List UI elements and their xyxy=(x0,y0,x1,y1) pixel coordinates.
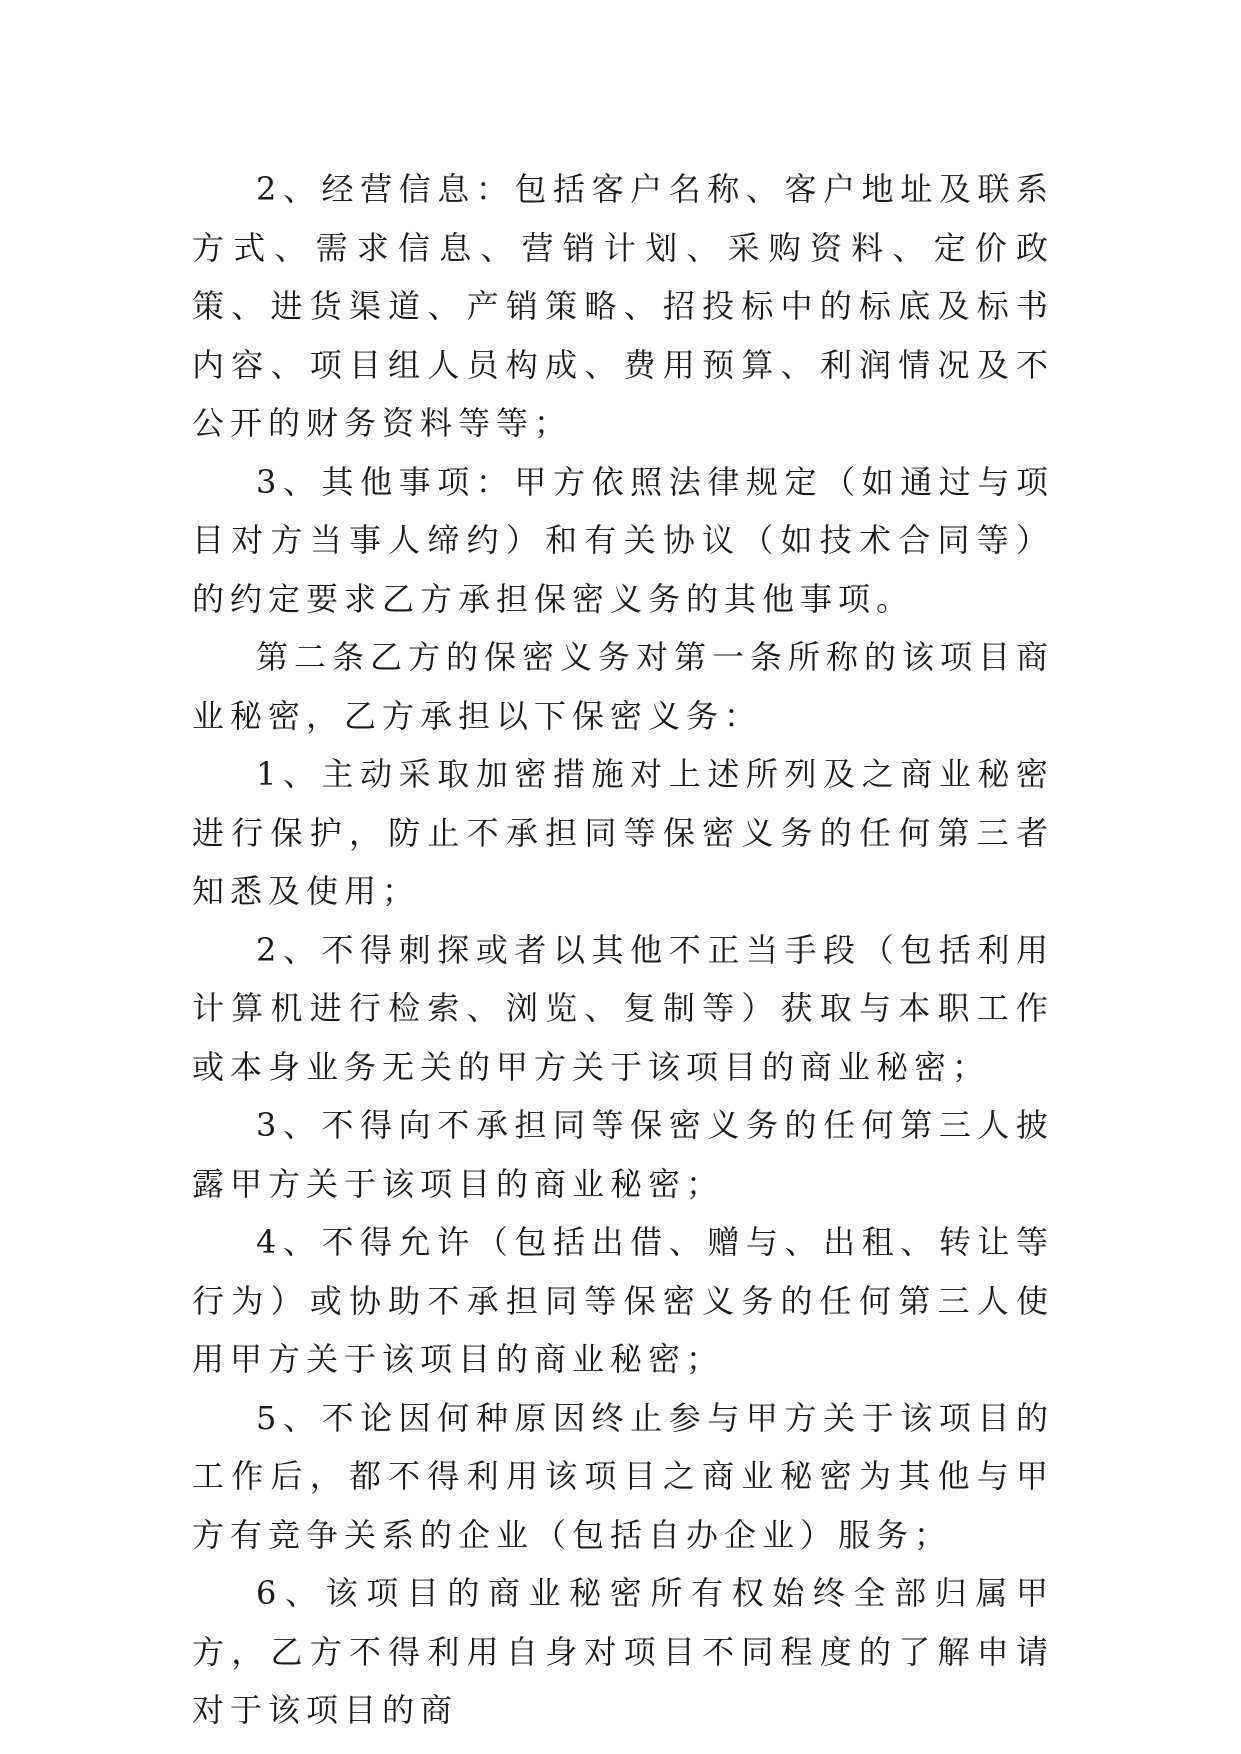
paragraph-obligation-6: 6、该项目的商业秘密所有权始终全部归属甲方，乙方不得利用自身对项目不同程度的了解申请对于该项目的商 xyxy=(192,1574,1054,1729)
paragraph-other-matters: 3、其他事项：甲方依照法律规定（如通过与项目对方当事人缔约）和有关协议（如技术合同等）的约定要求乙方承担保密义务的其他事项。 xyxy=(192,462,1054,618)
paragraph-operating-info: 2、经营信息：包括客户名称、客户地址及联系方式、需求信息、营销计划、采购资料、定价政策、进货渠道、产销策略、招投标中的标底及标书内容、项目组人员构成、费用预算、利润情况及不公开的财务资料等等； xyxy=(192,170,1054,442)
paragraph-obligation-5: 5、不论因何种原因终止参与甲方关于该项目的工作后，都不得利用该项目之商业秘密为其他与甲方有竞争关系的企业（包括自办企业）服务； xyxy=(192,1398,1054,1554)
paragraph-obligation-1: 1、主动采取加密措施对上述所列及之商业秘密进行保护，防止不承担同等保密义务的任何第三者知悉及使用； xyxy=(192,755,1054,910)
document-body xyxy=(192,160,1054,1740)
paragraph-article-two: 第二条乙方的保密义务对第一条所称的该项目商业秘密，乙方承担以下保密义务： xyxy=(192,638,1055,735)
paragraph-obligation-4: 4、不得允许（包括出借、赠与、出租、转让等行为）或协助不承担同等保密义务的任何第三人使用甲方关于该项目的商业秘密； xyxy=(192,1223,1054,1378)
paragraph-obligation-2: 2、不得刺探或者以其他不正当手段（包括利用计算机进行检索、浏览、复制等）获取与本职工作或本身业务无关的甲方关于该项目的商业秘密； xyxy=(192,930,1054,1086)
paragraph-obligation-3: 3、不得向不承担同等保密义务的任何第三人披露甲方关于该项目的商业秘密； xyxy=(192,1106,1054,1203)
